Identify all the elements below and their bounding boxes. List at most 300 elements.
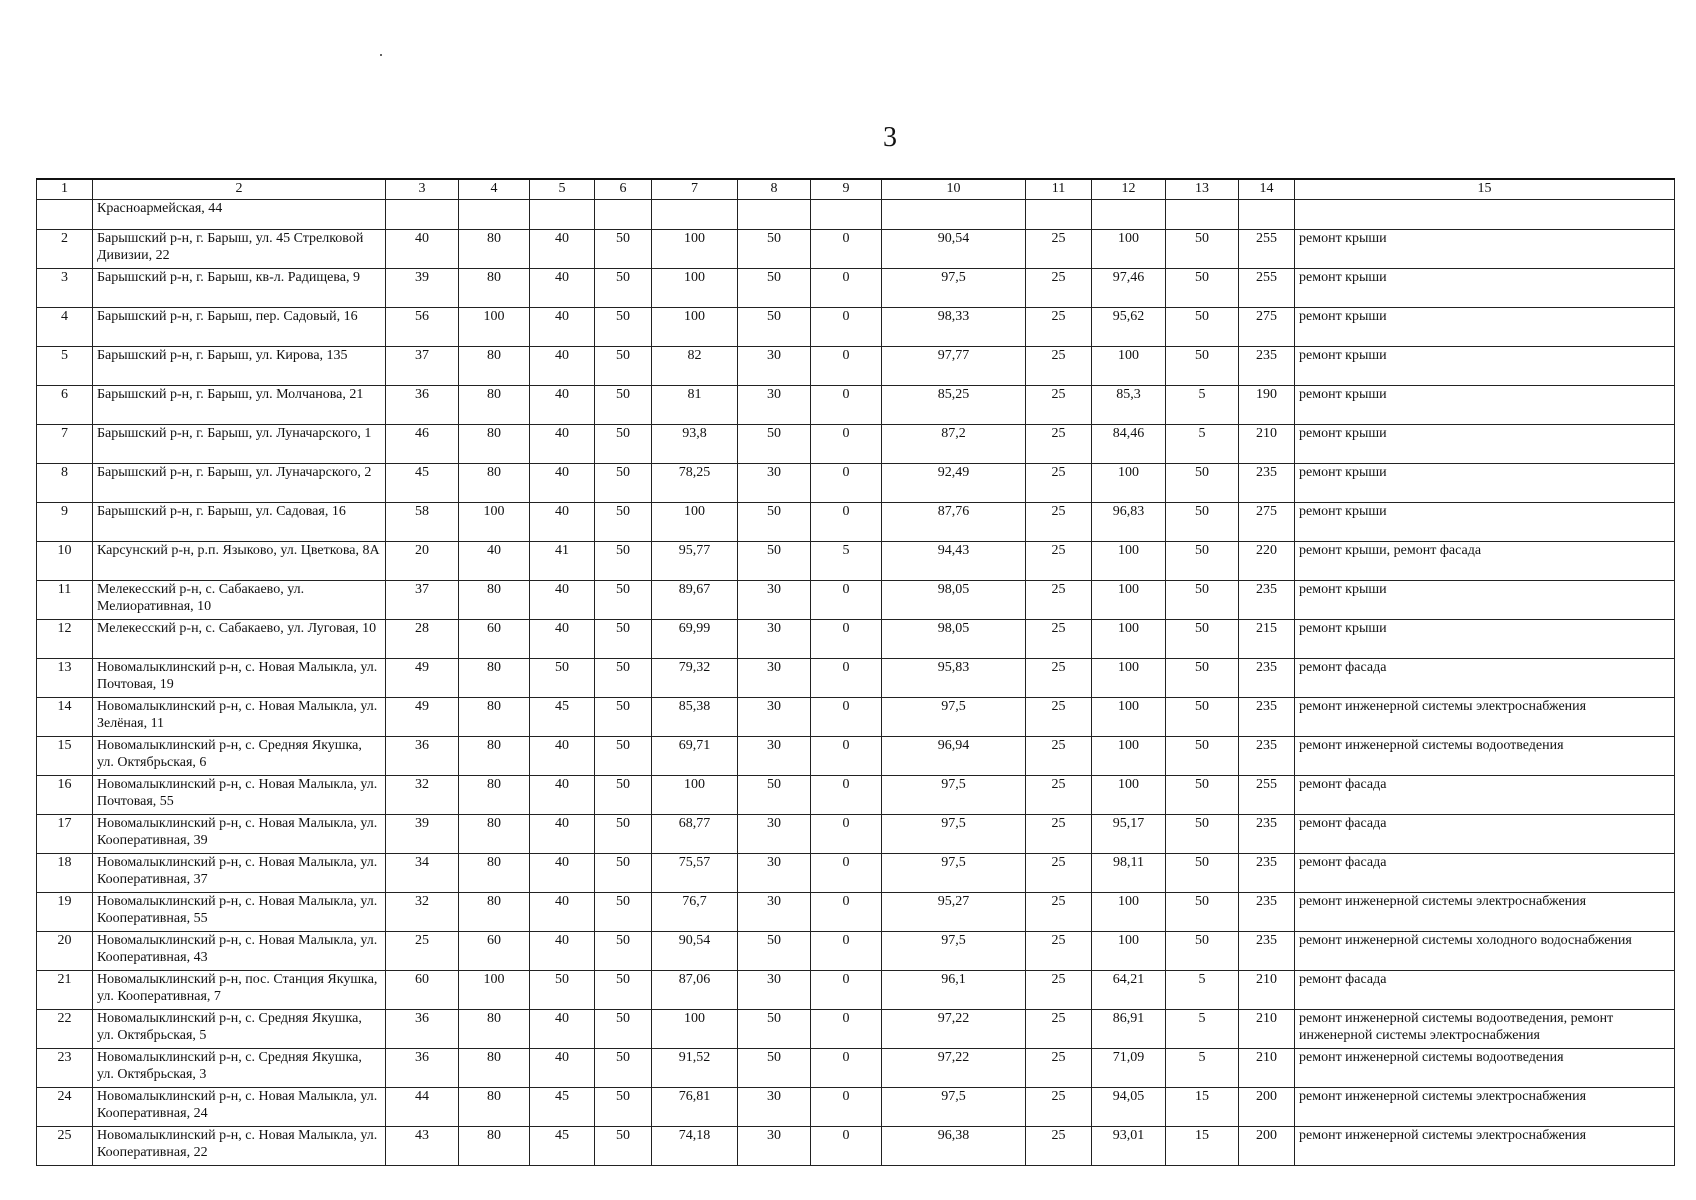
table-row: [37, 971, 1675, 1010]
cell-col8: 50: [738, 308, 811, 347]
cell-total: 255: [1239, 776, 1295, 815]
cell-col11: 25: [1026, 542, 1092, 581]
cell-col12: 96,83: [1092, 503, 1166, 542]
table-row: [37, 698, 1675, 737]
cell-col3: 32: [386, 893, 459, 932]
cell-col5: 40: [530, 581, 595, 620]
cell-total: 235: [1239, 815, 1295, 854]
cell-col11: 25: [1026, 1088, 1092, 1127]
cell-col4: 80: [459, 776, 530, 815]
cell-col5: 41: [530, 542, 595, 581]
cell-work-type: ремонт инженерной системы водоотведения, ремонт инженерной системы электроснабжения: [1295, 1010, 1675, 1049]
cell-num: 7: [37, 425, 93, 464]
column-header-13: 13: [1166, 179, 1239, 200]
cell-col7: 82: [652, 347, 738, 386]
cell-col12: 71,09: [1092, 1049, 1166, 1088]
cell-work-type: ремонт инженерной системы холодного водоснабжения: [1295, 932, 1675, 971]
cell-col8: 50: [738, 425, 811, 464]
cell-col3: 36: [386, 737, 459, 776]
cell-col5: 45: [530, 698, 595, 737]
cell-col10: 97,5: [882, 269, 1026, 308]
cell-col4: 60: [459, 932, 530, 971]
cell-col7: 95,77: [652, 542, 738, 581]
cell-col12: 100: [1092, 347, 1166, 386]
cell-col6: 50: [595, 776, 652, 815]
cell-col7: 100: [652, 230, 738, 269]
cell-total: 235: [1239, 893, 1295, 932]
cell-address: Барышский р-н, г. Барыш, ул. Молчанова, 21: [93, 386, 386, 425]
cell-col6: 50: [595, 620, 652, 659]
cell-col3: 36: [386, 386, 459, 425]
cell-col7: 76,81: [652, 1088, 738, 1127]
table-row: [37, 425, 1675, 464]
cell-col3: 43: [386, 1127, 459, 1166]
cell-col8: 30: [738, 581, 811, 620]
cell-address: Новомалыклинский р-н, с. Новая Малыкла, ул. Кооперативная, 43: [93, 932, 386, 971]
cell-total: 235: [1239, 698, 1295, 737]
cell-col8: 30: [738, 1088, 811, 1127]
cell-col8: 30: [738, 347, 811, 386]
table-row: [37, 893, 1675, 932]
cell-col13: 50: [1166, 269, 1239, 308]
cell-col5: 50: [530, 659, 595, 698]
cell-address: Новомалыклинский р-н, с. Новая Малыкла, ул. Кооперативная, 37: [93, 854, 386, 893]
cell-work-type: ремонт крыши: [1295, 503, 1675, 542]
cell-col13: 5: [1166, 1010, 1239, 1049]
cell-col8: 30: [738, 815, 811, 854]
cell-col3: 45: [386, 464, 459, 503]
cell-col10: 97,5: [882, 932, 1026, 971]
cell-col8: 30: [738, 386, 811, 425]
column-header-12: 12: [1092, 179, 1166, 200]
cell-col10: 98,33: [882, 308, 1026, 347]
cell-col12: 93,01: [1092, 1127, 1166, 1166]
cell-col6: 50: [595, 308, 652, 347]
cell-col9: 0: [811, 698, 882, 737]
cell-col13: 50: [1166, 737, 1239, 776]
cell-col5: 40: [530, 893, 595, 932]
cell-col13: 5: [1166, 386, 1239, 425]
cell-col12: 95,17: [1092, 815, 1166, 854]
cell-col6: 50: [595, 1049, 652, 1088]
cell-col12: 64,21: [1092, 971, 1166, 1010]
cell-col10: 94,43: [882, 542, 1026, 581]
cell-col7: 69,71: [652, 737, 738, 776]
cell-col10: 92,49: [882, 464, 1026, 503]
table-row: [37, 1088, 1675, 1127]
cell-address: Барышский р-н, г. Барыш, ул. Кирова, 135: [93, 347, 386, 386]
cell-col12: 100: [1092, 698, 1166, 737]
cell-col8: 50: [738, 1010, 811, 1049]
cell-num: 25: [37, 1127, 93, 1166]
cell-col12: 97,46: [1092, 269, 1166, 308]
table-row: [37, 1049, 1675, 1088]
cell-col5: 40: [530, 620, 595, 659]
cell-col12: 86,91: [1092, 1010, 1166, 1049]
table-row-continuation: [37, 200, 1675, 230]
table-row: [37, 1010, 1675, 1049]
cell-work-type: ремонт фасада: [1295, 815, 1675, 854]
cell-col12: 100: [1092, 542, 1166, 581]
cell-col13: 50: [1166, 308, 1239, 347]
cell-col10: 95,83: [882, 659, 1026, 698]
cell-col11: 25: [1026, 893, 1092, 932]
cell-col12: 95,62: [1092, 308, 1166, 347]
cell-total: 255: [1239, 269, 1295, 308]
cell-work-type: ремонт крыши: [1295, 581, 1675, 620]
cell-total: 210: [1239, 425, 1295, 464]
cell-col8: 30: [738, 464, 811, 503]
cell-col6: 50: [595, 698, 652, 737]
cell-col4: 80: [459, 1010, 530, 1049]
cell-col8: 50: [738, 542, 811, 581]
cell-col8: 30: [738, 737, 811, 776]
cell-col6: 50: [595, 269, 652, 308]
cell-address: Барышский р-н, г. Барыш, ул. Луначарского, 2: [93, 464, 386, 503]
cell-total: 235: [1239, 659, 1295, 698]
cell-address: Новомалыклинский р-н, с. Новая Малыкла, ул. Зелёная, 11: [93, 698, 386, 737]
cell-work-type: ремонт крыши, ремонт фасада: [1295, 542, 1675, 581]
cell-col10: 95,27: [882, 893, 1026, 932]
cell-work-type: ремонт крыши: [1295, 425, 1675, 464]
cell-col10: 98,05: [882, 581, 1026, 620]
cell-col9: 0: [811, 386, 882, 425]
cell-work-type: ремонт крыши: [1295, 620, 1675, 659]
cell-col6: 50: [595, 386, 652, 425]
cell-col9: 0: [811, 620, 882, 659]
cell-col9: 0: [811, 230, 882, 269]
cell-num: 5: [37, 347, 93, 386]
cell-col13: 50: [1166, 776, 1239, 815]
cell-address: Барышский р-н, г. Барыш, кв-л. Радищева, 9: [93, 269, 386, 308]
cell-col11: 25: [1026, 269, 1092, 308]
cell-col3: 49: [386, 659, 459, 698]
cell-num: 17: [37, 815, 93, 854]
cell-col4: 80: [459, 1088, 530, 1127]
cell-col10: 87,2: [882, 425, 1026, 464]
scan-speck: [380, 54, 382, 56]
cell-col3: 36: [386, 1049, 459, 1088]
cell-col10: 97,22: [882, 1049, 1026, 1088]
cell-col7: 100: [652, 269, 738, 308]
cell-col5: 40: [530, 308, 595, 347]
cell-col6: 50: [595, 347, 652, 386]
cell-num: 12: [37, 620, 93, 659]
cell-address: Новомалыклинский р-н, с. Новая Малыкла, ул. Почтовая, 19: [93, 659, 386, 698]
cell-col3: 60: [386, 971, 459, 1010]
cell-col6: 50: [595, 815, 652, 854]
cell-col13: 50: [1166, 347, 1239, 386]
cell-total: 235: [1239, 347, 1295, 386]
table-row: [37, 620, 1675, 659]
cell-col11: 25: [1026, 503, 1092, 542]
cell-col9: 0: [811, 737, 882, 776]
cell-col5: 40: [530, 1049, 595, 1088]
cell-col9: 0: [811, 932, 882, 971]
table-row: [37, 1127, 1675, 1166]
cell-col11: 25: [1026, 347, 1092, 386]
cell-address: Новомалыклинский р-н, с. Новая Малыкла, ул. Почтовая, 55: [93, 776, 386, 815]
cell-address: Новомалыклинский р-н, с. Средняя Якушка, ул. Октябрьская, 3: [93, 1049, 386, 1088]
cell-total: 190: [1239, 386, 1295, 425]
cell-work-type: ремонт крыши: [1295, 269, 1675, 308]
cell-total: 210: [1239, 1049, 1295, 1088]
cell-col10: 97,22: [882, 1010, 1026, 1049]
cell-work-type: ремонт инженерной системы электроснабжения: [1295, 698, 1675, 737]
cell-col8: 30: [738, 854, 811, 893]
cell-col10: 85,25: [882, 386, 1026, 425]
cell-col9: 0: [811, 854, 882, 893]
cell-col11: 25: [1026, 464, 1092, 503]
cell-col6: 50: [595, 971, 652, 1010]
cell-col10: 97,5: [882, 698, 1026, 737]
cell-col13: 50: [1166, 620, 1239, 659]
cell-col5: 40: [530, 932, 595, 971]
cell-col3: 20: [386, 542, 459, 581]
cell-work-type: ремонт инженерной системы водоотведения: [1295, 1049, 1675, 1088]
cell-col4: 100: [459, 308, 530, 347]
cell-col13: 50: [1166, 542, 1239, 581]
cell-col13: 50: [1166, 893, 1239, 932]
cell-col8: 30: [738, 893, 811, 932]
cell-col9: 0: [811, 269, 882, 308]
cell-col8: 50: [738, 269, 811, 308]
cell-col13: 15: [1166, 1088, 1239, 1127]
table-row: [37, 308, 1675, 347]
cell-col7: 87,06: [652, 971, 738, 1010]
cell-col4: 80: [459, 1127, 530, 1166]
cell-col4: 80: [459, 464, 530, 503]
cell-col11: 25: [1026, 737, 1092, 776]
cell-col9: 5: [811, 542, 882, 581]
cell-num: 9: [37, 503, 93, 542]
cell-col11: 25: [1026, 971, 1092, 1010]
cell-total: 235: [1239, 464, 1295, 503]
cell-address: Барышский р-н, г. Барыш, ул. 45 Стрелковой Дивизии, 22: [93, 230, 386, 269]
cell-col10: 96,38: [882, 1127, 1026, 1166]
cell-col4: 80: [459, 347, 530, 386]
cell-col5: 40: [530, 1010, 595, 1049]
cell-col12: 100: [1092, 230, 1166, 269]
cell-address: Барышский р-н, г. Барыш, пер. Садовый, 16: [93, 308, 386, 347]
cell-col11: 25: [1026, 620, 1092, 659]
cell-col13: 50: [1166, 815, 1239, 854]
cell-col13: 50: [1166, 581, 1239, 620]
cell-col7: 100: [652, 776, 738, 815]
cell-col5: 40: [530, 386, 595, 425]
cell-address: Новомалыклинский р-н, пос. Станция Якушка, ул. Кооперативная, 7: [93, 971, 386, 1010]
cell-work-type: ремонт инженерной системы электроснабжения: [1295, 1127, 1675, 1166]
cell-col3: 37: [386, 581, 459, 620]
cell-col10: 96,94: [882, 737, 1026, 776]
cell-total: 235: [1239, 932, 1295, 971]
cell-col4: 80: [459, 659, 530, 698]
cell-col3: 58: [386, 503, 459, 542]
cell-address: Новомалыклинский р-н, с. Средняя Якушка, ул. Октябрьская, 6: [93, 737, 386, 776]
column-header-1: 1: [37, 179, 93, 200]
cell-work-type: ремонт крыши: [1295, 347, 1675, 386]
cell-col8: 50: [738, 776, 811, 815]
cell-work-type: ремонт инженерной системы электроснабжения: [1295, 893, 1675, 932]
cell-col13: 50: [1166, 854, 1239, 893]
cell-total: 255: [1239, 230, 1295, 269]
cell-col8: 30: [738, 1127, 811, 1166]
cell-num: 3: [37, 269, 93, 308]
cell-col4: 80: [459, 815, 530, 854]
cell-col11: 25: [1026, 854, 1092, 893]
table-row: [37, 659, 1675, 698]
cell-col9: 0: [811, 815, 882, 854]
cell-col7: 100: [652, 503, 738, 542]
cell-address: Мелекесский р-н, с. Сабакаево, ул. Мелиоративная, 10: [93, 581, 386, 620]
cell-col3: 40: [386, 230, 459, 269]
cell-col8: 50: [738, 1049, 811, 1088]
cell-total: 220: [1239, 542, 1295, 581]
page-number: 3: [883, 122, 897, 153]
column-header-15: 15: [1295, 179, 1675, 200]
cell-col9: 0: [811, 893, 882, 932]
table-row: [37, 776, 1675, 815]
cell-col6: 50: [595, 893, 652, 932]
table-row: [37, 503, 1675, 542]
cell-col11: 25: [1026, 308, 1092, 347]
cell-col8: 30: [738, 971, 811, 1010]
cell-col4: 80: [459, 893, 530, 932]
table-row: [37, 230, 1675, 269]
cell-col10: 90,54: [882, 230, 1026, 269]
cell-col8: 50: [738, 932, 811, 971]
cell-num: 6: [37, 386, 93, 425]
cell-address: Мелекесский р-н, с. Сабакаево, ул. Луговая, 10: [93, 620, 386, 659]
cell-col12: 100: [1092, 464, 1166, 503]
cell-work-type: ремонт крыши: [1295, 386, 1675, 425]
cell-col5: 40: [530, 776, 595, 815]
cell-col3: 39: [386, 269, 459, 308]
cell-work-type: ремонт крыши: [1295, 308, 1675, 347]
cell-col13: 15: [1166, 1127, 1239, 1166]
cell-col5: 40: [530, 854, 595, 893]
cell-num: 22: [37, 1010, 93, 1049]
cell-col11: 25: [1026, 1049, 1092, 1088]
cell-col12: 94,05: [1092, 1088, 1166, 1127]
cell-address: Новомалыклинский р-н, с. Новая Малыкла, ул. Кооперативная, 24: [93, 1088, 386, 1127]
cell-col7: 85,38: [652, 698, 738, 737]
cell-col7: 91,52: [652, 1049, 738, 1088]
column-header-11: 11: [1026, 179, 1092, 200]
cell-col4: 80: [459, 698, 530, 737]
cell-col12: 100: [1092, 932, 1166, 971]
cell-num: 4: [37, 308, 93, 347]
cell-col9: 0: [811, 308, 882, 347]
cell-address: Новомалыклинский р-н, с. Средняя Якушка, ул. Октябрьская, 5: [93, 1010, 386, 1049]
cell-address: Новомалыклинский р-н, с. Новая Малыкла, ул. Кооперативная, 55: [93, 893, 386, 932]
cell-col11: 25: [1026, 1010, 1092, 1049]
column-header-8: 8: [738, 179, 811, 200]
cell-col7: 81: [652, 386, 738, 425]
cell-total: 210: [1239, 971, 1295, 1010]
cell-num: 10: [37, 542, 93, 581]
cell-col13: 50: [1166, 503, 1239, 542]
cell-col11: 25: [1026, 776, 1092, 815]
cell-num: 8: [37, 464, 93, 503]
cell-num: 24: [37, 1088, 93, 1127]
cell-col5: 40: [530, 425, 595, 464]
cell-col11: 25: [1026, 425, 1092, 464]
cell-col9: 0: [811, 659, 882, 698]
table-row: [37, 737, 1675, 776]
cell-num: [37, 200, 93, 230]
cell-col7: 100: [652, 308, 738, 347]
cell-col9: 0: [811, 464, 882, 503]
cell-work-type: ремонт фасада: [1295, 854, 1675, 893]
cell-col11: 25: [1026, 230, 1092, 269]
cell-col11: 25: [1026, 581, 1092, 620]
cell-col5: 45: [530, 1088, 595, 1127]
cell-address: Новомалыклинский р-н, с. Новая Малыкла, ул. Кооперативная, 39: [93, 815, 386, 854]
cell-address: Новомалыклинский р-н, с. Новая Малыкла, ул. Кооперативная, 22: [93, 1127, 386, 1166]
table-row: [37, 932, 1675, 971]
cell-col7: 68,77: [652, 815, 738, 854]
cell-total: 210: [1239, 1010, 1295, 1049]
cell-col9: 0: [811, 503, 882, 542]
cell-col4: 100: [459, 503, 530, 542]
cell-col6: 50: [595, 581, 652, 620]
cell-col7: 90,54: [652, 932, 738, 971]
column-header-5: 5: [530, 179, 595, 200]
cell-col12: 84,46: [1092, 425, 1166, 464]
cell-num: 15: [37, 737, 93, 776]
cell-col9: 0: [811, 347, 882, 386]
column-header-4: 4: [459, 179, 530, 200]
cell-col13: 5: [1166, 1049, 1239, 1088]
cell-col3: 36: [386, 1010, 459, 1049]
cell-col9: 0: [811, 776, 882, 815]
cell-col3: 34: [386, 854, 459, 893]
cell-col5: 40: [530, 230, 595, 269]
cell-address: Красноармейская, 44: [93, 200, 386, 230]
cell-address: Барышский р-н, г. Барыш, ул. Луначарского, 1: [93, 425, 386, 464]
cell-col8: 30: [738, 659, 811, 698]
cell-total: 215: [1239, 620, 1295, 659]
table-row: [37, 542, 1675, 581]
cell-col5: 40: [530, 737, 595, 776]
cell-address: Карсунский р-н, р.п. Языково, ул. Цветкова, 8А: [93, 542, 386, 581]
cell-num: 23: [37, 1049, 93, 1088]
table-row: [37, 347, 1675, 386]
cell-col10: 97,5: [882, 776, 1026, 815]
cell-num: 13: [37, 659, 93, 698]
cell-col5: 40: [530, 464, 595, 503]
cell-col11: 25: [1026, 386, 1092, 425]
cell-col7: 78,25: [652, 464, 738, 503]
cell-total: 275: [1239, 308, 1295, 347]
cell-work-type: ремонт крыши: [1295, 464, 1675, 503]
cell-col3: 49: [386, 698, 459, 737]
cell-col10: 97,5: [882, 854, 1026, 893]
cell-col5: 40: [530, 347, 595, 386]
data-table: [36, 178, 1675, 1166]
cell-col3: 56: [386, 308, 459, 347]
cell-num: 19: [37, 893, 93, 932]
cell-col12: 98,11: [1092, 854, 1166, 893]
table-row: [37, 854, 1675, 893]
cell-col11: 25: [1026, 932, 1092, 971]
cell-total: 235: [1239, 854, 1295, 893]
cell-col10: 98,05: [882, 620, 1026, 659]
cell-work-type: ремонт фасада: [1295, 776, 1675, 815]
cell-work-type: ремонт фасада: [1295, 971, 1675, 1010]
cell-col10: 97,5: [882, 1088, 1026, 1127]
